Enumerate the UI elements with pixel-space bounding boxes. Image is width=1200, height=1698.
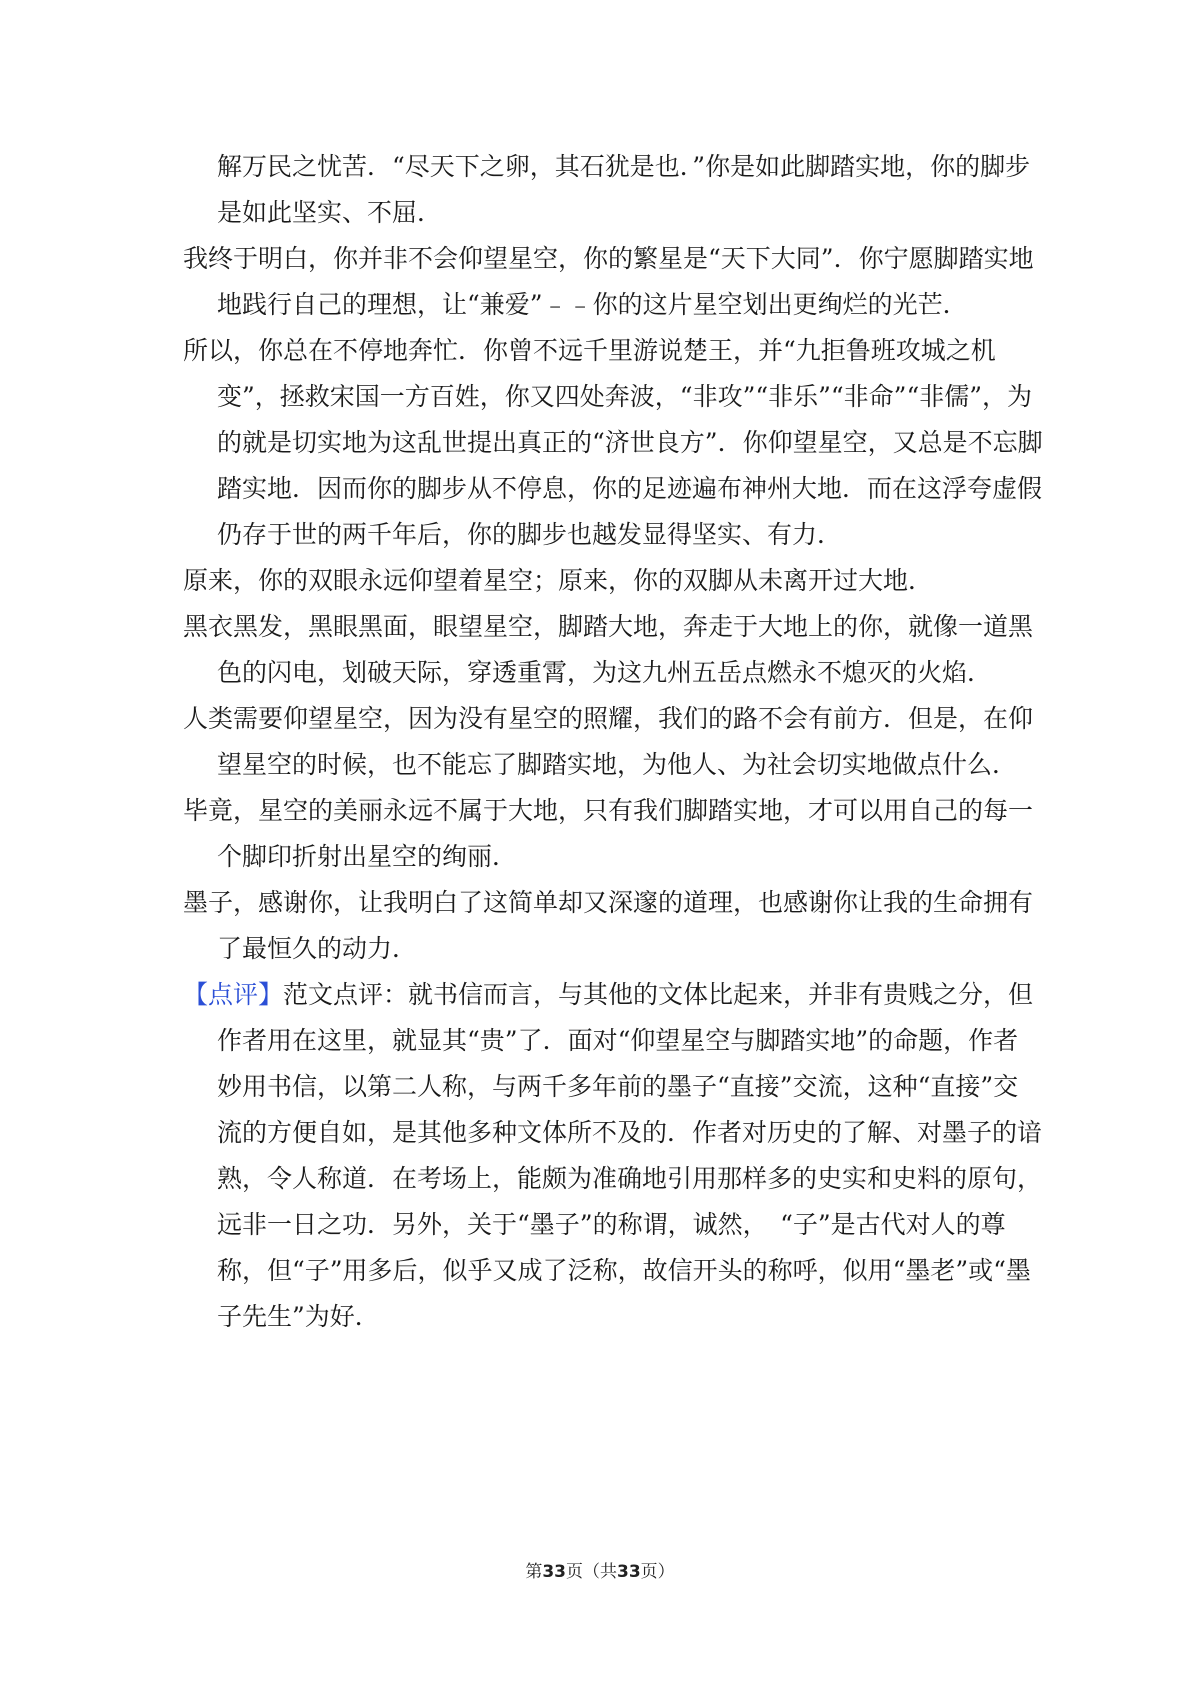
page-number: 33 [542,1562,566,1582]
paragraph: 墨子，感谢你，让我明白了这简单却又深邃的道理，也感谢你让我的生命拥有了最恒久的动力． [183,888,1034,963]
footer-middle: 页（共 [566,1562,617,1582]
body-text [183,144,1043,1340]
comment-tag: 【点评】 [183,980,284,1009]
footer-prefix: 第 [525,1562,543,1582]
page-footer [0,1560,1200,1584]
comment-text: 范文点评：就书信而言，与其他的文体比起来，并非有贵贱之分，但作者用在这里，就显其“贵”了．面对“仰望星空与脚踏实地”的命题，作者妙用书信，以第二人称，与两千多年前的墨子“直接”交流，这种“直接”交流的方便自如，是其他多种文体所不及的．作者对历史的了解、对墨子的谙熟，令人称道．在考场上，能颇为准确地引用那样多的史实和史料的原句，远非一日之功．另外，关于“墨子”的称谓，诚然， “子”是古代对人的尊称，但“子”用多后，似乎又成了泛称，故信开头的称呼，似用“墨老”或“墨子先生”为好． [217,980,1043,1331]
paragraph: 所以，你总在不停地奔忙．你曾不远千里游说楚王，并“九拒鲁班攻城之机变”，拯救宋国一方百姓，你又四处奔波，“非攻”“非乐”“非命”“非儒”，为的就是切实地为这乱世提出真正的“济世良方”．你仰望星空，又总是不忘脚踏实地．因而你的脚步从不停息，你的足迹遍布神州大地．而在这浮夸虚假仍存于世的两千年后，你的脚步也越发显得坚实、有力． [183,336,1043,549]
footer-suffix: 页） [640,1562,675,1582]
paragraph: 原来，你的双眼永远仰望着星空；原来，你的双脚从未离开过大地． [183,566,934,595]
comment-paragraph [183,972,1043,1340]
paragraph: 毕竟，星空的美丽永远不属于大地，只有我们脚踏实地，才可以用自己的每一个脚印折射出星空的绚丽． [183,796,1034,871]
paragraph: 人类需要仰望星空，因为没有星空的照耀，我们的路不会有前方．但是，在仰望星空的时候，也不能忘了脚踏实地，为他人、为社会切实地做点什么． [183,704,1034,779]
total-pages: 33 [617,1562,641,1582]
paragraph: 黑衣黑发，黑眼黑面，眼望星空，脚踏大地，奔走于大地上的你，就像一道黑色的闪电，划破天际，穿透重霄，为这九州五岳点燃永不熄灭的火焰． [183,612,1034,687]
paragraph: 解万民之忧苦．“尽天下之卵，其石犹是也．”你是如此脚踏实地，你的脚步是如此坚实、不屈． [217,152,1031,227]
paragraph: 我终于明白，你并非不会仰望星空，你的繁星是“天下大同”．你宁愿脚踏实地地践行自己的理想，让“兼爱”﹣﹣你的这片星空划出更绚烂的光芒． [183,244,1034,319]
